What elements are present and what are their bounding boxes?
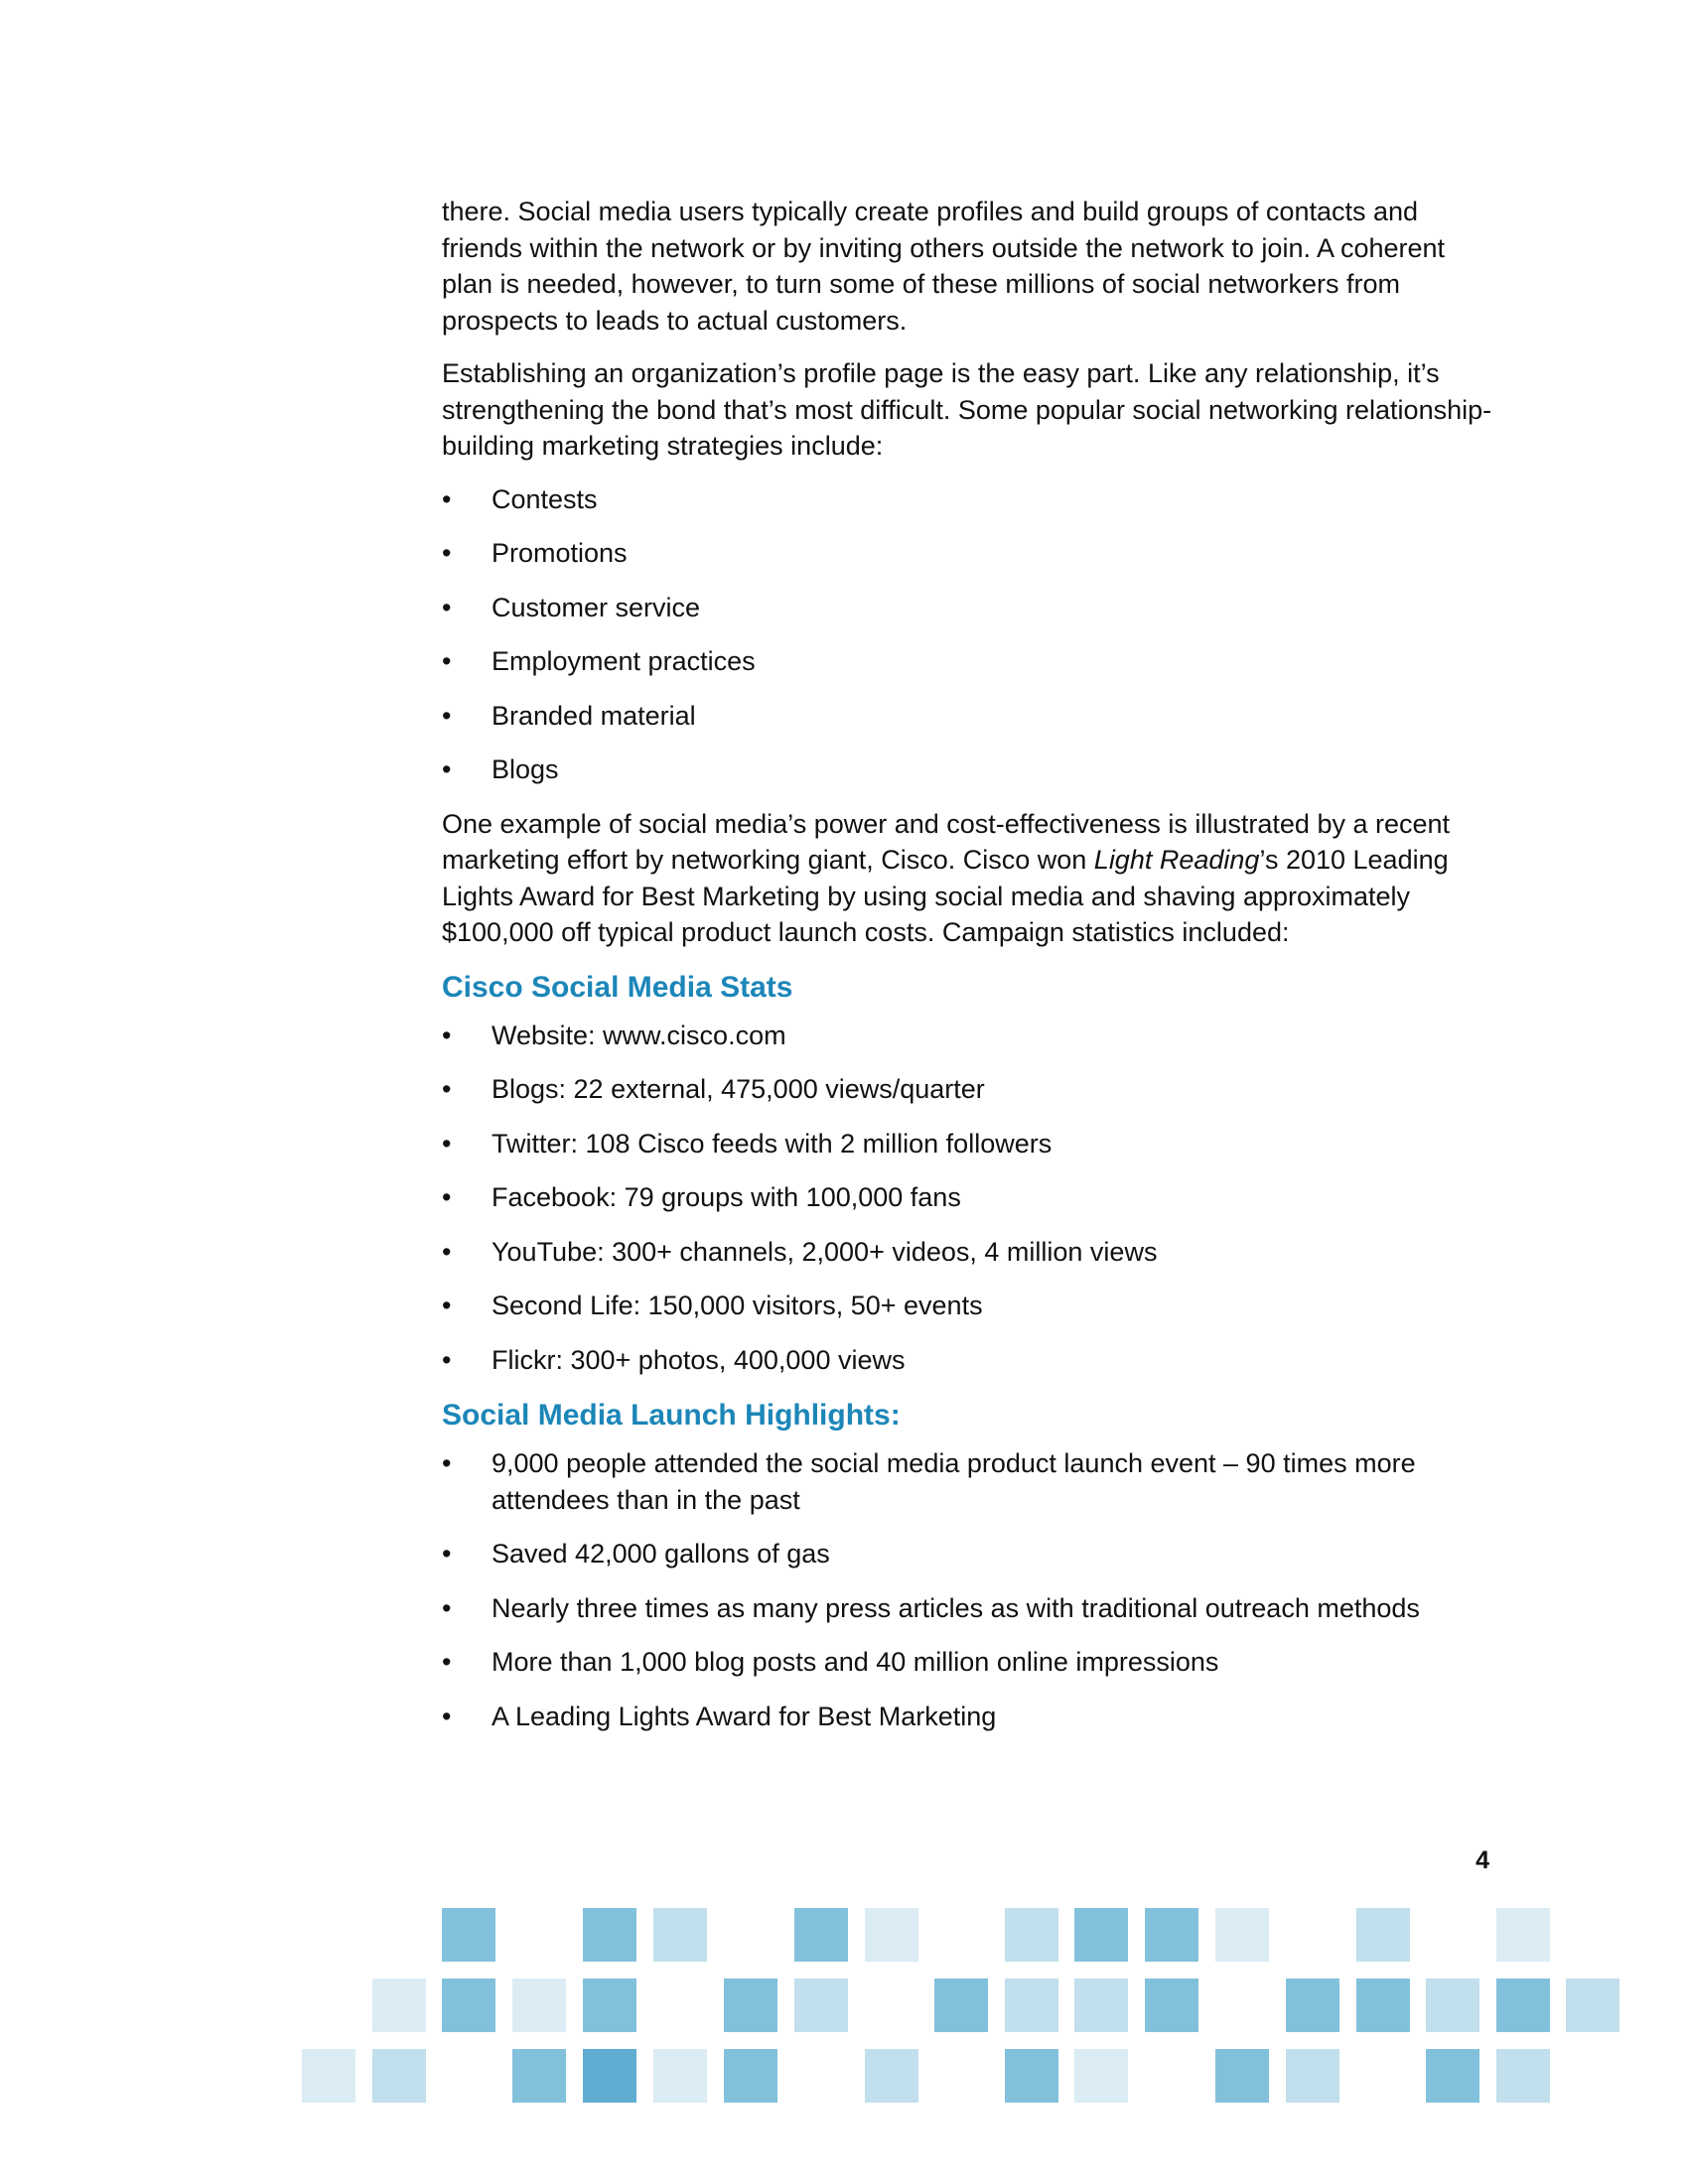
decorative-square	[1074, 1908, 1128, 1962]
decorative-square	[1496, 1979, 1550, 2032]
list-item: • Employment practices	[442, 643, 1494, 680]
publication-name: Light Reading	[1093, 845, 1260, 875]
decorative-square	[1286, 2049, 1339, 2103]
decorative-square	[653, 1908, 707, 1962]
decorative-square	[724, 2049, 777, 2103]
decorative-square	[372, 2049, 426, 2103]
paragraph-intro: there. Social media users typically create profiles and build groups of contacts and friends within the network or by inviting others outside the network to join. A coherent plan is needed, however, to turn some of these millions of social networkers from prospects to leads to actual customers.	[442, 197, 1446, 336]
decorative-square	[1566, 1979, 1619, 2032]
list-item: • Branded material	[442, 698, 1494, 735]
decorative-square	[1426, 2049, 1479, 2103]
decorative-square	[1005, 1908, 1058, 1962]
decorative-square	[1426, 1979, 1479, 2032]
decorative-square	[1215, 1908, 1269, 1962]
decorative-square	[1356, 1908, 1410, 1962]
list-item: • Saved 42,000 gallons of gas	[442, 1536, 1494, 1572]
decorative-square	[1356, 1979, 1410, 2032]
page-number: 4	[1476, 1846, 1489, 1874]
decorative-square	[442, 1908, 495, 1962]
list-item: • A Leading Lights Award for Best Marketing	[442, 1699, 1494, 1735]
decorative-square	[583, 1979, 636, 2032]
decorative-square	[1005, 1979, 1058, 2032]
decorative-square	[512, 2049, 566, 2103]
decorative-square	[1286, 1979, 1339, 2032]
example-text-1: One example of social media’s power and cost-effectiveness is illustrated by a recent marketing effort by networking giant, Cisco. Cisco won	[442, 808, 1451, 875]
list-item: • More than 1,000 blog posts and 40 million online impressions	[442, 1644, 1494, 1681]
decorative-square	[724, 1979, 777, 2032]
decorative-square	[1005, 2049, 1058, 2103]
example-text-2: ’s 2010 Leading Lights Award for Best Marketing by using social media and shaving approximately $100,000 off typical product launch costs. Campaign statistics included:	[442, 845, 1449, 947]
decorative-square	[1496, 1908, 1550, 1962]
list-item: • Second Life: 150,000 visitors, 50+ events	[442, 1288, 1494, 1324]
decorative-square	[583, 2049, 636, 2103]
decorative-square	[512, 1979, 566, 2032]
list-item: • Contests	[442, 481, 1494, 518]
decorative-square	[442, 1979, 495, 2032]
list-item: • 9,000 people attended the social media product launch event – 90 times more attendees than in the past	[442, 1445, 1494, 1518]
highlights-list	[442, 1445, 1494, 1734]
decorative-square	[934, 1979, 988, 2032]
decorative-square	[583, 1908, 636, 1962]
paragraph-establishing: Establishing an organization’s profile page is the easy part. Like any relationship, it’s strengthening the bond that’s most difficult. Some popular social networking relationship-building marketing strategies include:	[442, 358, 1492, 461]
paragraph-example	[442, 806, 1494, 951]
decorative-square	[1074, 1979, 1128, 2032]
decorative-square	[794, 1979, 848, 2032]
decorative-square	[302, 2049, 355, 2103]
strategies-list	[442, 481, 1494, 788]
highlights-heading: Social Media Launch Highlights:	[442, 1399, 901, 1432]
list-item: • Promotions	[442, 535, 1494, 572]
decorative-square	[1145, 1908, 1198, 1962]
document-body	[442, 194, 1494, 1752]
list-item: • Customer service	[442, 590, 1494, 626]
list-item: • Blogs	[442, 751, 1494, 788]
list-item: • Flickr: 300+ photos, 400,000 views	[442, 1342, 1494, 1379]
list-item: • YouTube: 300+ channels, 2,000+ videos, 4 million views	[442, 1234, 1494, 1271]
decorative-square	[1215, 2049, 1269, 2103]
decorative-square	[1496, 2049, 1550, 2103]
decorative-square	[653, 2049, 707, 2103]
list-item: • Nearly three times as many press articles as with traditional outreach methods	[442, 1590, 1494, 1627]
stats-list	[442, 1018, 1494, 1379]
list-item: • Twitter: 108 Cisco feeds with 2 million followers	[442, 1126, 1494, 1162]
list-item: • Website: www.cisco.com	[442, 1018, 1494, 1054]
decorative-square	[1145, 1979, 1198, 2032]
decorative-square	[794, 1908, 848, 1962]
decorative-square	[865, 1908, 918, 1962]
list-item: • Facebook: 79 groups with 100,000 fans	[442, 1179, 1494, 1216]
decorative-square	[1074, 2049, 1128, 2103]
decorative-square	[865, 2049, 918, 2103]
decorative-square	[372, 1979, 426, 2032]
stats-heading: Cisco Social Media Stats	[442, 970, 793, 1004]
list-item: • Blogs: 22 external, 475,000 views/quarter	[442, 1071, 1494, 1108]
